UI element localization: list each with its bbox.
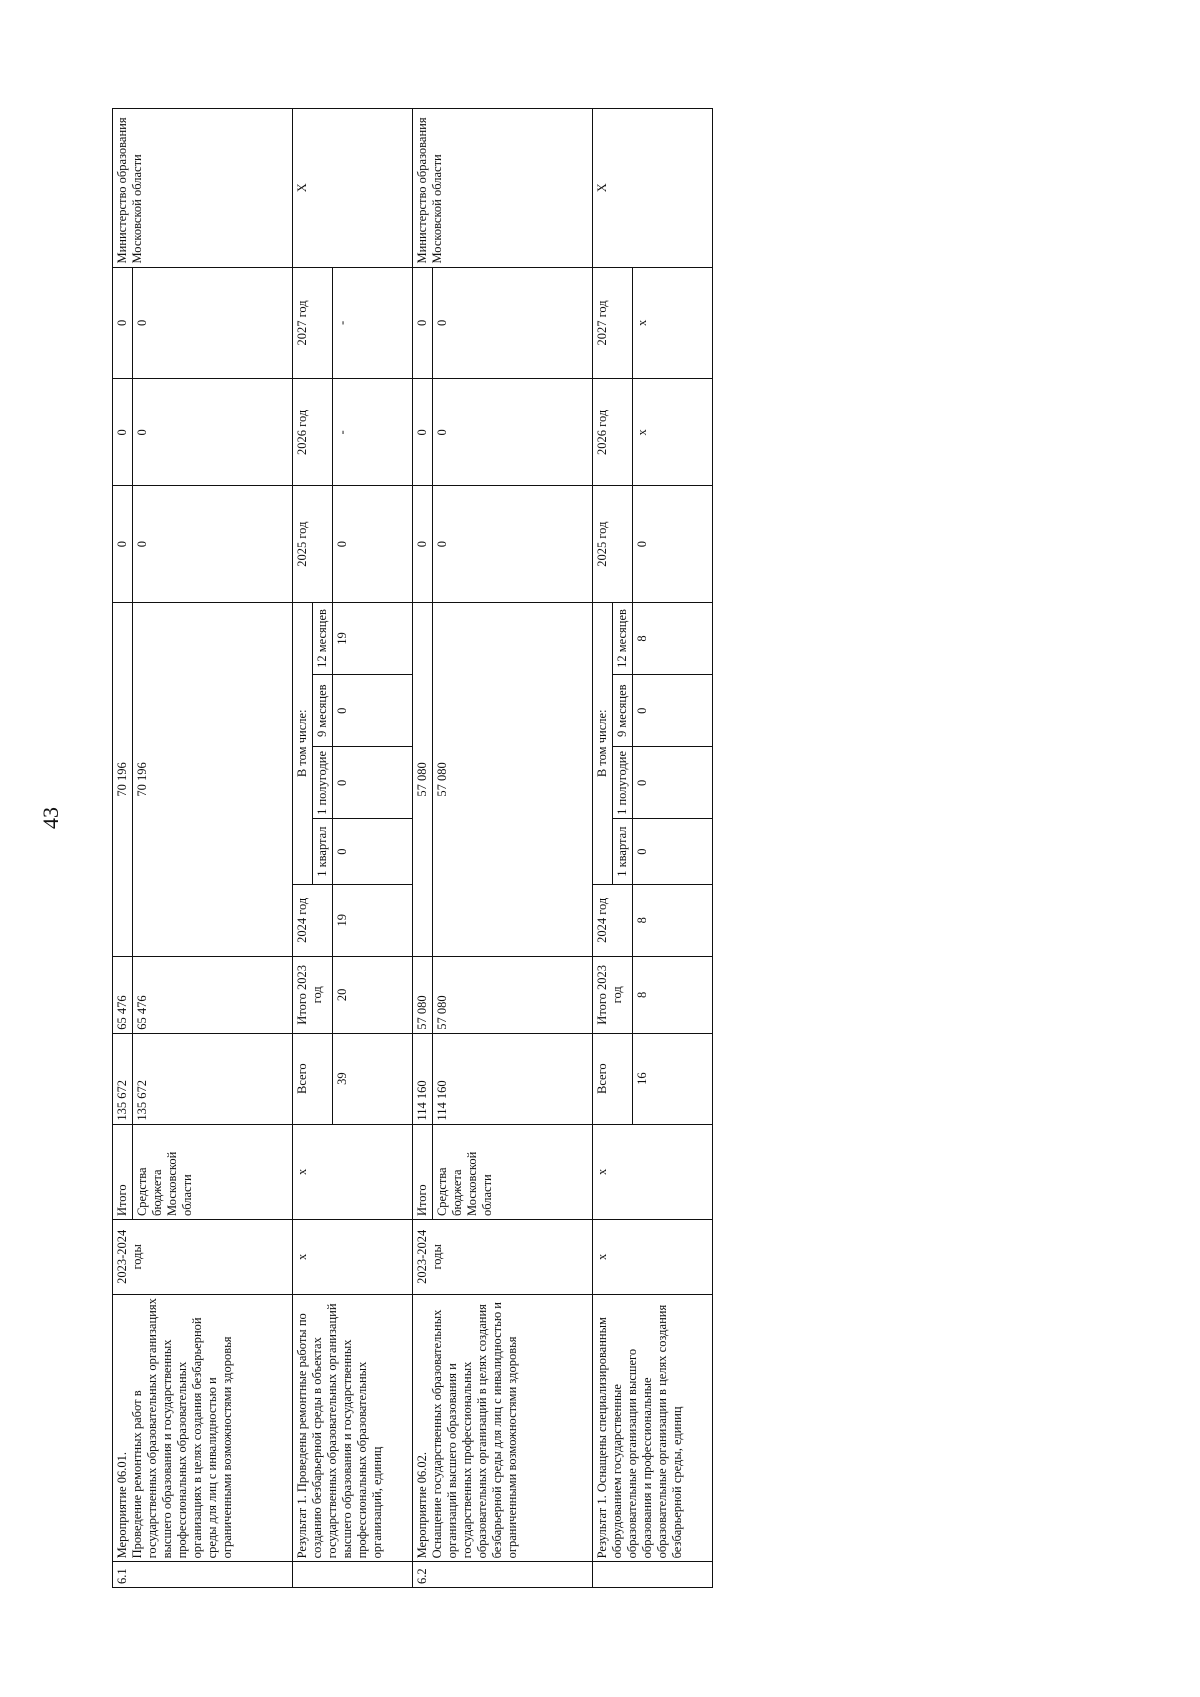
result-2027: - <box>333 267 413 379</box>
budget-2025: 0 <box>433 486 593 602</box>
header-m12: 12 месяцев <box>313 602 333 674</box>
result-2025: 0 <box>633 486 713 602</box>
section-6-1-result-header-row <box>293 109 313 1588</box>
amount-2023: 65 476 <box>113 956 133 1033</box>
header-2025: 2025 год <box>293 486 333 602</box>
section-number: 6.1 <box>113 1562 293 1588</box>
amount-2026: 0 <box>413 379 433 486</box>
result-responsible: Х <box>593 109 713 268</box>
budget-total: 114 160 <box>433 1033 593 1124</box>
header-2026: 2026 год <box>593 379 633 486</box>
result-2025: 0 <box>333 486 413 602</box>
event-text: Оснащение государственных образовательных организаций высшего образования и государственных профессиональных образовательных организаций в целях создания безбарьерной среды для лиц с инвалидностью и ограниченными возможностями здоровья <box>430 1302 519 1559</box>
program-table <box>112 108 713 1588</box>
header-m9: 9 месяцев <box>313 675 333 747</box>
header-including: В том числе: <box>293 602 313 884</box>
result-m12: 19 <box>333 602 413 674</box>
header-2023: Итого 2023 год <box>593 956 633 1033</box>
event-title: Мероприятие 06.01. <box>115 1451 129 1559</box>
header-total: Всего <box>293 1033 333 1124</box>
header-m12: 12 месяцев <box>613 602 633 674</box>
amount-2023: 57 080 <box>413 956 433 1033</box>
result-2023: 20 <box>333 956 413 1033</box>
result-2024: 19 <box>333 884 413 956</box>
result-years: х <box>593 1220 713 1295</box>
event-description <box>113 1294 293 1562</box>
header-m9: 9 месяцев <box>613 675 633 747</box>
amount-2024: 70 196 <box>113 602 133 956</box>
responsible-executor: Министерство образования Московской области <box>413 109 593 268</box>
header-2024: 2024 год <box>293 884 333 956</box>
source-budget: Средства бюджета Московской области <box>433 1124 593 1219</box>
result-h1: 0 <box>333 747 413 819</box>
amount-2025: 0 <box>113 486 133 602</box>
result-m9: 0 <box>633 675 713 747</box>
header-2023: Итого 2023 год <box>293 956 333 1033</box>
header-including: В том числе: <box>593 602 613 884</box>
amount-total: 114 160 <box>413 1033 433 1124</box>
result-responsible: Х <box>293 109 413 268</box>
amount-total: 135 672 <box>113 1033 133 1124</box>
budget-total: 135 672 <box>133 1033 293 1124</box>
result-source: х <box>293 1124 413 1219</box>
result-2024: 8 <box>633 884 713 956</box>
event-title: Мероприятие 06.02. <box>415 1451 429 1559</box>
amount-2027: 0 <box>413 267 433 379</box>
result-description: Результат 1. Проведены ремонтные работы по созданию безбарьерной среды в объектах государственных образовательных организаций высшего образования и государственных профессиональных образовательных организаций, единиц <box>293 1294 413 1562</box>
section-6-1-total-row <box>113 109 133 1588</box>
budget-2024: 57 080 <box>433 602 593 956</box>
budget-2023: 65 476 <box>133 956 293 1033</box>
result-total: 39 <box>333 1033 413 1124</box>
budget-2027: 0 <box>133 267 293 379</box>
rotated-table-wrapper <box>112 108 862 1588</box>
header-h1: 1 полугодие <box>613 747 633 819</box>
source-total: Итого <box>113 1124 133 1219</box>
section-6-2-result-header-row <box>593 109 613 1588</box>
result-2026: х <box>633 379 713 486</box>
result-years: х <box>293 1220 413 1295</box>
header-2025: 2025 год <box>593 486 633 602</box>
section-6-2-total-row <box>413 109 433 1588</box>
section-number: 6.2 <box>413 1562 593 1588</box>
result-description: Результат 1. Оснащены специализированным оборудованием государственные образовательные организации высшего образования и профессиональные образовательные организации в целях создания безбарьерной среды, единиц <box>593 1294 713 1562</box>
result-2023: 8 <box>633 956 713 1033</box>
result-m9: 0 <box>333 675 413 747</box>
budget-2024: 70 196 <box>133 602 293 956</box>
event-years: 2023-2024 годы <box>413 1220 593 1295</box>
amount-2026: 0 <box>113 379 133 486</box>
event-description <box>413 1294 593 1562</box>
result-2027: х <box>633 267 713 379</box>
amount-2024: 57 080 <box>413 602 433 956</box>
header-2026: 2026 год <box>293 379 333 486</box>
source-budget: Средства бюджета Московской области <box>133 1124 293 1219</box>
header-2024: 2024 год <box>593 884 633 956</box>
budget-2025: 0 <box>133 486 293 602</box>
event-years: 2023-2024 годы <box>113 1220 293 1295</box>
header-2027: 2027 год <box>293 267 333 379</box>
result-q1: 0 <box>633 819 713 884</box>
header-h1: 1 полугодие <box>313 747 333 819</box>
header-2027: 2027 год <box>593 267 633 379</box>
amount-2025: 0 <box>413 486 433 602</box>
source-total: Итого <box>413 1124 433 1219</box>
result-2026: - <box>333 379 413 486</box>
budget-2027: 0 <box>433 267 593 379</box>
result-m12: 8 <box>633 602 713 674</box>
budget-2026: 0 <box>133 379 293 486</box>
header-q1: 1 квартал <box>313 819 333 884</box>
result-total: 16 <box>633 1033 713 1124</box>
header-q1: 1 квартал <box>613 819 633 884</box>
amount-2027: 0 <box>113 267 133 379</box>
event-text: Проведение ремонтных работ в государственных образовательных организациях высшего образования и государственных профессиональных образовательных организациях в целях создания безбарьерной среды для лиц с инвалидностью и ограниченными возможностями здоровья <box>130 1298 234 1559</box>
result-h1: 0 <box>633 747 713 819</box>
header-total: Всего <box>593 1033 633 1124</box>
page-number: 43 <box>38 807 63 829</box>
responsible-executor: Министерство образования Московской области <box>113 109 293 268</box>
result-source: х <box>593 1124 713 1219</box>
budget-2023: 57 080 <box>433 956 593 1033</box>
budget-2026: 0 <box>433 379 593 486</box>
result-q1: 0 <box>333 819 413 884</box>
